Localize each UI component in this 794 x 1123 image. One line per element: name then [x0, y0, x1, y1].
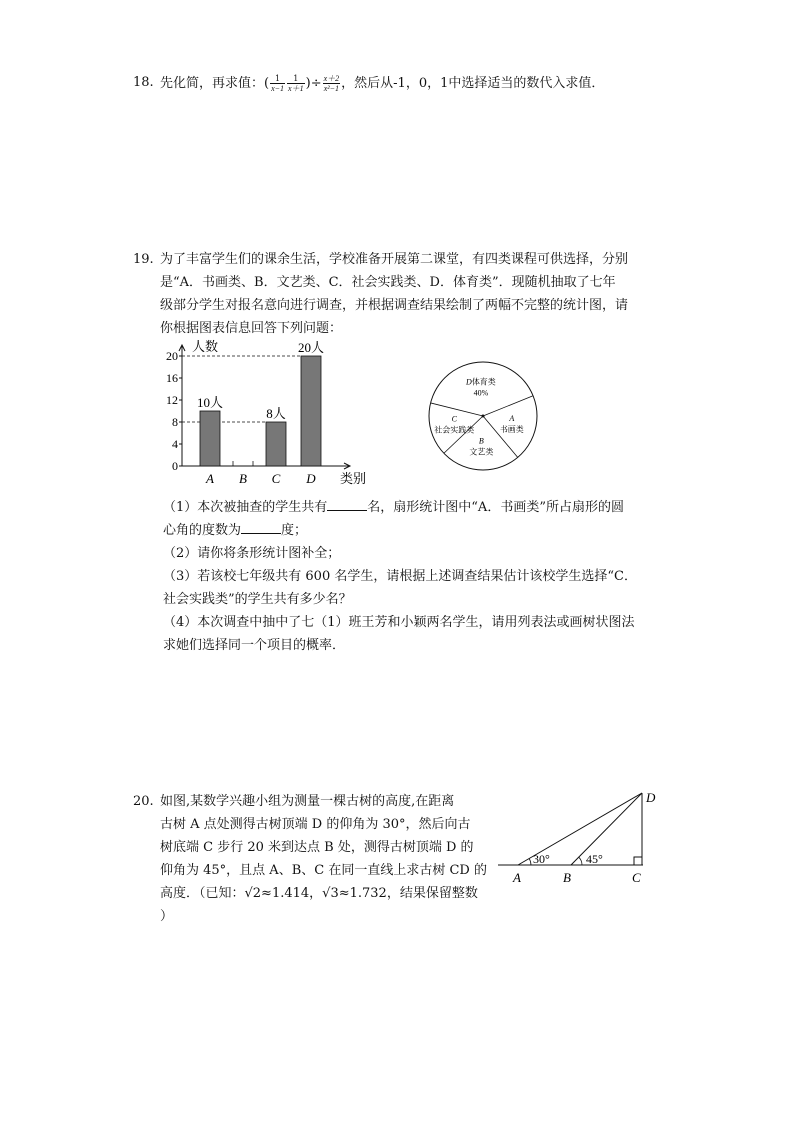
y-tick-label: 4	[172, 437, 178, 451]
pie-label-D: D体育类	[466, 377, 496, 387]
pie-name-B: 文艺类	[469, 447, 494, 457]
q19-sub3-line2: 社会实践类”的学生共有多少名？	[163, 592, 352, 607]
q20-line3: 树底端 C 步行 20 米到达点 B 处，测得古树顶端 D 的	[160, 840, 474, 855]
q18-fraction-1: $\frac{1}{x-1}$	[271, 74, 285, 93]
q19-intro-line3: 级部分学生对报名意向进行调查，并根据调查结果绘制了两幅不完整的统计图，请	[160, 298, 629, 313]
bar-label-D: 20人	[297, 340, 325, 355]
y-axis-title: 人数	[192, 339, 219, 354]
category-label-C: C	[271, 471, 281, 486]
q18-divide: ÷	[310, 76, 322, 91]
q20-line1: 如图,某数学兴趣小组为测量一棵古树的高度,在距离	[160, 794, 455, 809]
bar-D	[301, 356, 321, 466]
pie-chart	[425, 360, 545, 472]
q19-sub4-line1: （4）本次调查中抽中了七（1）班王芳和小颖两名学生，请用列表法或画树状图法	[163, 615, 635, 630]
q18-text	[160, 72, 604, 95]
q19-sub1-line2: 心角的度数为 度；	[163, 523, 308, 538]
x-axis-title: 类别	[340, 471, 367, 486]
category-label-D: D	[306, 471, 316, 486]
category-label-A: A	[206, 471, 214, 486]
q19-intro	[160, 248, 670, 340]
bar-label-A: 10人	[196, 395, 224, 410]
q19-sub4-line2: 求她们选择同一个项目的概率．	[163, 638, 346, 653]
bar-C	[266, 422, 286, 466]
q19-subquestions	[163, 496, 673, 657]
tree-height-figure	[495, 785, 670, 890]
q18-number: 18.	[133, 75, 154, 90]
point-label-b: B	[563, 870, 571, 885]
pie-label-C: C	[451, 414, 457, 424]
right-angle-mark	[634, 857, 642, 865]
q18-fraction-2: $\frac{1}{x+1}$	[288, 74, 304, 93]
y-tick-label: 0	[172, 459, 178, 473]
bar-label-C: 8人	[266, 406, 286, 421]
angle-arc-b	[579, 857, 582, 865]
y-tick-label: 20	[166, 349, 178, 363]
pie-name-C: 社会实践类	[434, 425, 475, 435]
y-tick-label: 16	[166, 371, 178, 385]
q20-line5: 高度．（已知：√2≈1.414，√3≈1.732，结果保留整数	[160, 886, 478, 901]
point-label-c: C	[632, 870, 641, 885]
category-label-B: B	[239, 471, 247, 486]
y-tick-label: 12	[166, 393, 178, 407]
q20-line6: ）	[160, 909, 174, 924]
angle-label-b: 45°	[586, 852, 603, 866]
angle-label-a: 30°	[533, 852, 550, 866]
q18-fraction-3: $\frac{x+2}{\text{x²−1}}$	[323, 74, 340, 93]
q18-tail: ，然后从-1，0，1中选择适当的数代入求值．	[341, 76, 605, 91]
q20-line2: 古树 A 点处测得古树顶端 D 的仰角为 30°，然后向古	[160, 817, 471, 832]
q19-intro-line4: 你根据图表信息回答下列问题：	[160, 321, 343, 336]
angle-arc-a	[529, 859, 531, 865]
q20-number: 20.	[133, 794, 154, 809]
point-label-a: A	[513, 870, 521, 885]
bar-chart	[160, 335, 375, 495]
pie-label-B: B	[478, 436, 484, 446]
q18-close-paren: )	[305, 76, 311, 91]
pie-percent-D: 40%	[473, 388, 489, 398]
q20-text	[160, 790, 490, 928]
pie-label-A: A	[509, 414, 515, 424]
point-label-d: D	[646, 790, 656, 805]
q19-intro-line2: 是“A．书画类、B．文艺类、C．社会实践类、D．体育类”．现随机抽取了七年	[160, 275, 616, 290]
y-tick-label: 8	[172, 415, 178, 429]
q20-line4: 仰角为 45°，且点 A、B、C 在同一直线上求古树 CD 的	[160, 863, 487, 878]
q19-sub1-line1: （1）本次被抽查的学生共有 名，扇形统计图中“A．书画类”所占扇形的圆	[163, 500, 624, 515]
q18-lead: 先化简，再求值：	[160, 76, 265, 91]
pie-name-A: 书画类	[499, 425, 524, 435]
q19-intro-line1: 为了丰富学生们的课余生活，学校准备开展第二课堂，有四类课程可供选择，分别	[160, 252, 629, 267]
q19-sub2: （2）请你将条形统计图补全；	[163, 546, 341, 561]
q19-number: 19.	[133, 252, 154, 267]
q18-open-paren: (	[264, 76, 270, 91]
q19-sub3-line1: （3）若该校七年级共有 600 名学生，请根据上述调查结果估计该校学生选择“C．	[163, 569, 637, 584]
line-bd	[571, 793, 642, 865]
pie-center	[482, 415, 485, 418]
bar-A	[200, 411, 220, 466]
